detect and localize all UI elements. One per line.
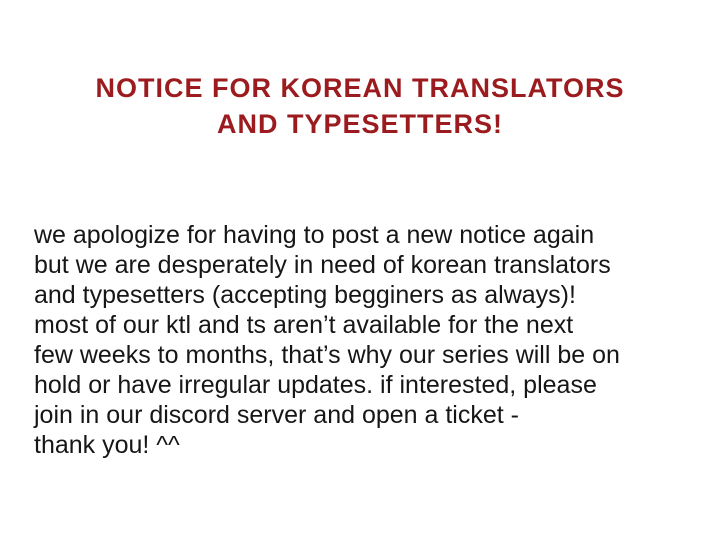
notice-title-line-1: NOTICE FOR KOREAN TRANSLATORS: [95, 73, 625, 103]
notice-body-line: thank you! ^^: [34, 431, 180, 459]
notice-body-line: we apologize for having to post a new notice again: [34, 221, 595, 249]
notice-title: [0, 70, 720, 142]
notice-body-line: but we are desperately in need of korean translators: [34, 251, 611, 279]
notice-body-line: most of our ktl and ts aren’t available for the next: [34, 311, 574, 339]
notice-body-line: hold or have irregular updates. if interested, please: [34, 371, 597, 399]
notice-body-line: join in our discord server and open a ticket -: [34, 401, 519, 429]
notice-title-line-2: AND TYPESETTERS!: [216, 109, 504, 139]
notice-body-line: and typesetters (accepting begginers as always)!: [34, 281, 576, 309]
notice-body-line: few weeks to months, that’s why our series will be on: [34, 341, 620, 369]
notice-body: [34, 220, 710, 460]
